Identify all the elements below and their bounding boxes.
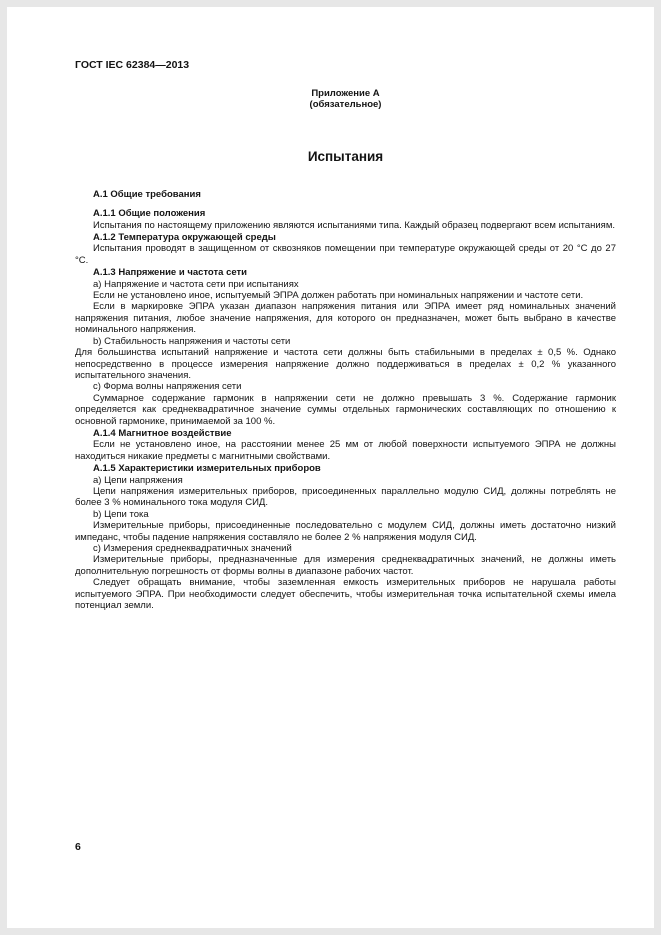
paragraph: Цепи напряжения измерительных приборов, присоединенных параллельно модулю СИД, должны потреблять не более 3 % номинального тока модуля СИД. <box>75 485 616 509</box>
paragraph: Измерительные приборы, предназначенные для измерения среднеквадратичных значений, не должны иметь дополнительную погрешность от формы волны в диапазоне рабочих частот. <box>75 554 616 577</box>
subsection-heading: А.1.4 Магнитное воздействие <box>93 427 232 439</box>
subsection-heading: А.1.1 Общие положения <box>93 208 206 220</box>
document-content <box>75 60 616 611</box>
paragraph: Если не установлено иное, на расстоянии менее 25 мм от любой поверхности испытуемого ЭПРА не должны находиться никакие предметы с магнитными свойствами. <box>75 439 616 462</box>
subsection-heading: А.1.5 Характеристики измерительных приборов <box>93 463 321 475</box>
paragraph: Испытания по настоящему приложению являются испытаниями типа. Каждый образец подвергают всем испытаниям. <box>93 219 615 231</box>
appendix-block <box>75 88 616 110</box>
list-item: b) Стабильность напряжения и частоты сети <box>93 335 291 347</box>
subsection-heading: А.1.3 Напряжение и частота сети <box>93 267 248 279</box>
appendix-type: (обязательное) <box>309 99 382 111</box>
subsection-heading: А.1.2 Температура окружающей среды <box>93 232 276 244</box>
paragraph: Для большинства испытаний напряжение и частота сети должны быть стабильными в пределах ± 0,5 %. Однако непосредственно в процессе измерения напряжение должно поддерживаться в пределах ± 0,2 % указанного испытательного значения. <box>75 347 616 381</box>
document-title: Испытания <box>307 149 384 165</box>
section-heading: А.1 Общие требования <box>93 188 201 200</box>
list-item: a) Напряжение и частота сети при испытаниях <box>93 278 299 290</box>
list-item: b) Цепи тока <box>93 508 149 520</box>
paragraph: Если в маркировке ЭПРА указан диапазон напряжения питания или ЭПРА имеет ряд номинальных значений напряжения питания, любое значение напряжения, для которого он предназначен, может быть выбрано в качестве номинального напряжения. <box>75 301 616 336</box>
list-item: c) Измерения среднеквадратичных значений <box>93 543 292 554</box>
paragraph: Если не установлено иное, испытуемый ЭПРА должен работать при номинальных напряжении и частоте сети. <box>93 290 584 302</box>
paragraph: Суммарное содержание гармоник в напряжении сети не должно превышать 3 %. Содержание гармоник определяется как среднеквадратичное значение суммы отдельных гармонических составляющих по отношению к основной гармонике, принимаемой за 100 %. <box>75 392 616 427</box>
paragraph: Следует обращать внимание, чтобы заземленная емкость измерительных приборов не нарушала работы испытуемого ЭПРА. При необходимости следует обеспечить, чтобы измерительная точка испытательной схемы имела потенциал земли. <box>75 577 616 612</box>
page-number: 6 <box>75 841 81 853</box>
paragraph: Испытания проводят в защищенном от сквозняков помещении при температуре окружающей среды от 20 °С до 27 °С. <box>75 243 616 266</box>
document-header: ГОСТ IEC 62384—2013 <box>75 59 190 71</box>
appendix-label: Приложение А <box>311 88 380 100</box>
list-item: a) Цепи напряжения <box>93 474 183 486</box>
list-item: c) Форма волны напряжения сети <box>93 381 242 393</box>
paragraph: Измерительные приборы, присоединенные последовательно с модулем СИД, должны иметь достаточно низкий импеданс, чтобы падение напряжения составляло не более 2 % напряжения модуля СИД. <box>75 520 616 543</box>
